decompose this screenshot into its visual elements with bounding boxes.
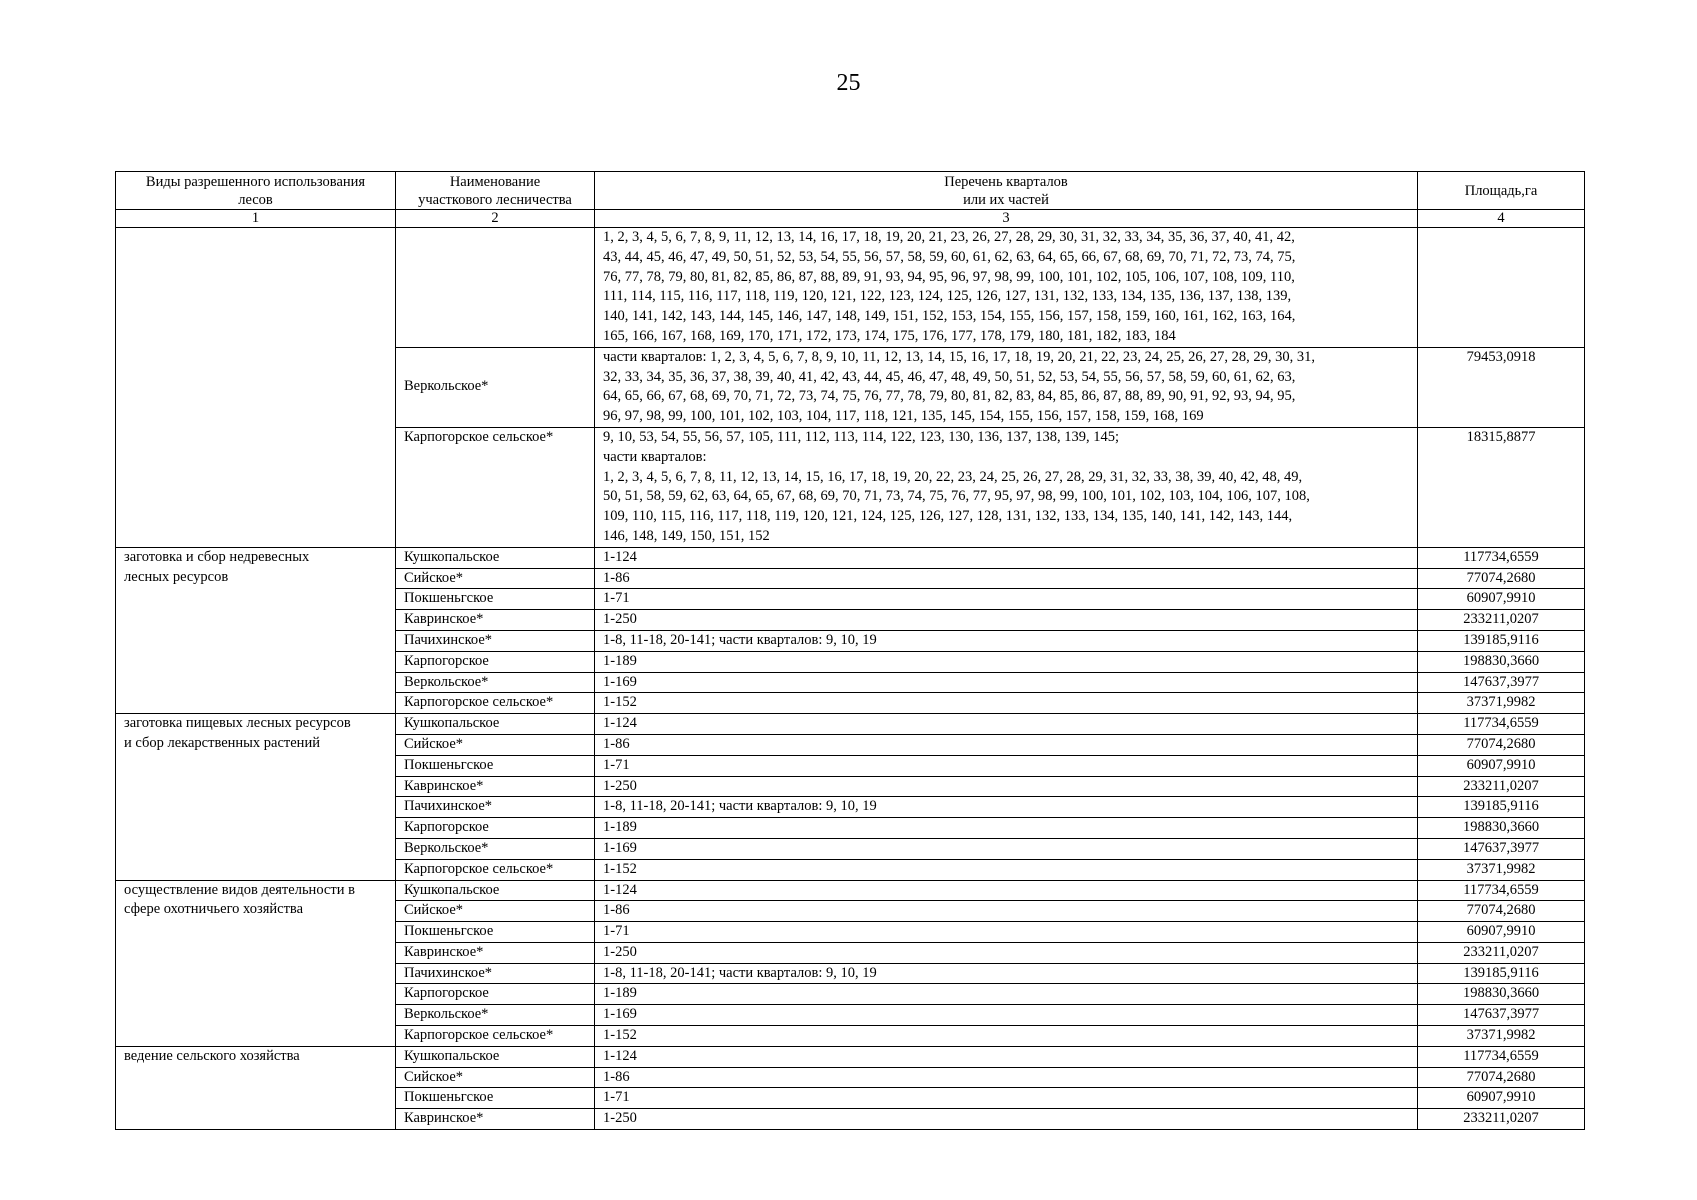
quarters-line: 165, 166, 167, 168, 169, 170, 171, 172, 173, 174, 175, 176, 177, 178, 179, 180, 181, 182, 183, 184 <box>603 327 1176 344</box>
area-cell: 117734,6559 <box>1418 714 1585 735</box>
forestry-name-cell: Кушкопальское <box>396 547 595 568</box>
quarters-line: 146, 148, 149, 150, 151, 152 <box>603 527 770 544</box>
forestry-name-cell: Кавринское* <box>396 1109 595 1130</box>
quarters-cell: 1-124 <box>595 714 1418 735</box>
use-type-cell <box>116 1046 396 1129</box>
area-cell: 233211,0207 <box>1418 942 1585 963</box>
quarters-cell: 1-86 <box>595 1067 1418 1088</box>
column-number: 3 <box>595 210 1418 228</box>
area-cell: 60907,9910 <box>1418 755 1585 776</box>
column-number: 2 <box>396 210 595 228</box>
forestry-name-cell <box>396 228 595 348</box>
area-cell: 117734,6559 <box>1418 880 1585 901</box>
area-cell: 233211,0207 <box>1418 610 1585 631</box>
quarters-cell: 1-250 <box>595 776 1418 797</box>
forestry-name-cell: Веркольское* <box>396 672 595 693</box>
quarters-line: 43, 44, 45, 46, 47, 49, 50, 51, 52, 53, 54, 55, 56, 57, 58, 59, 60, 61, 62, 63, 64, 65, 66, 67, 68, 69, 70, 71, 72, 73, 74, 75, <box>603 248 1296 265</box>
quarters-line: 1, 2, 3, 4, 5, 6, 7, 8, 11, 12, 13, 14, 15, 16, 17, 18, 19, 20, 22, 23, 24, 25, 26, 27, 28, 29, 31, 32, 33, 38, 39, 40, 42, 48, 49, <box>603 468 1303 485</box>
use-type-line: осуществление видов деятельности в <box>124 881 355 898</box>
area-cell: 198830,3660 <box>1418 984 1585 1005</box>
column-number-row <box>116 210 1585 228</box>
header-area <box>1418 172 1585 210</box>
use-type-line: заготовка пищевых лесных ресурсов <box>124 715 351 732</box>
quarters-line: 64, 65, 66, 67, 68, 69, 70, 71, 72, 73, 74, 75, 76, 77, 78, 79, 80, 81, 82, 83, 84, 85, 86, 87, 88, 89, 90, 91, 92, 93, 94, 95, <box>603 388 1296 405</box>
quarters-cell: 1-250 <box>595 942 1418 963</box>
forestry-name-cell: Покшеньгское <box>396 1088 595 1109</box>
forestry-name-cell: Сийское* <box>396 734 595 755</box>
quarters-line: части кварталов: 1, 2, 3, 4, 5, 6, 7, 8, 9, 10, 11, 12, 13, 14, 15, 16, 17, 18, 19, 20, 21, 22, 23, 24, 25, 26, 27, 28, 29, 30, 31, <box>603 348 1315 365</box>
forestry-name-cell: Кавринское* <box>396 776 595 797</box>
forestry-name-cell: Веркольское* <box>396 1005 595 1026</box>
area-cell: 37371,9982 <box>1418 693 1585 714</box>
quarters-cell: 1-250 <box>595 1109 1418 1130</box>
forestry-name-cell: Кавринское* <box>396 942 595 963</box>
quarters-line: части кварталов: <box>603 448 707 465</box>
forestry-name-cell: Веркольское* <box>396 838 595 859</box>
use-type-cell <box>116 714 396 880</box>
use-type-line: и сбор лекарственных растений <box>124 734 320 751</box>
use-type-line: заготовка и сбор недревесных <box>124 548 310 565</box>
use-type-line: ведение сельского хозяйства <box>124 1047 300 1064</box>
table-row-continuation <box>116 228 1585 348</box>
forestry-name-cell: Карпогорское сельское* <box>396 693 595 714</box>
area-cell <box>1418 228 1585 348</box>
quarters-cell: 1-189 <box>595 651 1418 672</box>
quarters-cell: 1-86 <box>595 568 1418 589</box>
quarters-cell <box>595 427 1418 547</box>
header-line: участкового лесничества <box>418 191 572 208</box>
area-cell: 198830,3660 <box>1418 651 1585 672</box>
quarters-cell: 1-169 <box>595 672 1418 693</box>
header-line: лесов <box>238 191 273 208</box>
forestry-name-cell: Карпогорское сельское* <box>396 859 595 880</box>
quarters-line: 111, 114, 115, 116, 117, 118, 119, 120, 121, 122, 123, 124, 125, 126, 127, 131, 132, 133, 134, 135, 136, 137, 138, 139, <box>603 288 1292 305</box>
area-cell: 117734,6559 <box>1418 547 1585 568</box>
area-cell: 117734,6559 <box>1418 1046 1585 1067</box>
area-cell: 77074,2680 <box>1418 1067 1585 1088</box>
quarters-cell: 1-86 <box>595 901 1418 922</box>
quarters-cell: 1-250 <box>595 610 1418 631</box>
quarters-cell: 1-169 <box>595 1005 1418 1026</box>
area-cell: 18315,8877 <box>1418 427 1585 547</box>
forestry-name-cell: Веркольское* <box>396 347 595 427</box>
quarters-line: 96, 97, 98, 99, 100, 101, 102, 103, 104, 117, 118, 121, 135, 145, 154, 155, 156, 157, 158, 159, 168, 169 <box>603 408 1204 425</box>
forestry-name-cell: Покшеньгское <box>396 922 595 943</box>
area-cell: 37371,9982 <box>1418 1026 1585 1047</box>
area-cell: 147637,3977 <box>1418 838 1585 859</box>
area-cell: 233211,0207 <box>1418 1109 1585 1130</box>
area-cell: 233211,0207 <box>1418 776 1585 797</box>
forestry-name-cell: Кушкопальское <box>396 1046 595 1067</box>
forest-use-table <box>115 171 1585 1130</box>
area-cell: 79453,0918 <box>1418 347 1585 427</box>
area-cell: 77074,2680 <box>1418 568 1585 589</box>
area-cell: 147637,3977 <box>1418 1005 1585 1026</box>
forestry-name-cell: Кушкопальское <box>396 714 595 735</box>
forestry-name-cell: Кушкопальское <box>396 880 595 901</box>
column-number: 1 <box>116 210 396 228</box>
area-cell: 147637,3977 <box>1418 672 1585 693</box>
quarters-cell: 1-8, 11-18, 20-141; части кварталов: 9, 10, 19 <box>595 630 1418 651</box>
quarters-cell: 1-124 <box>595 880 1418 901</box>
quarters-cell: 1-169 <box>595 838 1418 859</box>
quarters-cell: 1-189 <box>595 818 1418 839</box>
use-type-line: сфере охотничьего хозяйства <box>124 901 304 918</box>
quarters-cell: 1-8, 11-18, 20-141; части кварталов: 9, 10, 19 <box>595 797 1418 818</box>
header-line: Виды разрешенного использования <box>145 173 366 190</box>
quarters-line: 76, 77, 78, 79, 80, 81, 82, 85, 86, 87, 88, 89, 91, 93, 94, 95, 96, 97, 98, 99, 100, 101, 102, 105, 106, 107, 108, 109, 110, <box>603 268 1295 285</box>
quarters-line: 1, 2, 3, 4, 5, 6, 7, 8, 9, 11, 12, 13, 14, 16, 17, 18, 19, 20, 21, 23, 26, 27, 28, 29, 30, 31, 32, 33, 34, 35, 36, 37, 40, 41, 42, <box>603 229 1295 245</box>
forestry-name-cell: Покшеньгское <box>396 589 595 610</box>
table-row <box>116 880 1585 901</box>
header-row <box>116 172 1585 210</box>
area-cell: 139185,9116 <box>1418 630 1585 651</box>
forestry-name-cell: Карпогорское <box>396 818 595 839</box>
forestry-name-cell: Покшеньгское <box>396 755 595 776</box>
quarters-cell: 1-189 <box>595 984 1418 1005</box>
forestry-name-cell: Карпогорское <box>396 984 595 1005</box>
area-cell: 77074,2680 <box>1418 901 1585 922</box>
area-cell: 60907,9910 <box>1418 589 1585 610</box>
quarters-cell: 1-8, 11-18, 20-141; части кварталов: 9, 10, 19 <box>595 963 1418 984</box>
quarters-cell: 1-86 <box>595 734 1418 755</box>
forestry-name-cell: Пачихинское* <box>396 963 595 984</box>
quarters-cell: 1-71 <box>595 755 1418 776</box>
page-number: 25 <box>836 70 861 96</box>
forestry-name-cell: Карпогорское сельское* <box>396 427 595 547</box>
use-type-cell <box>116 547 396 713</box>
quarters-cell: 1-71 <box>595 1088 1418 1109</box>
area-cell: 139185,9116 <box>1418 963 1585 984</box>
header-line: Наименование <box>449 173 541 190</box>
quarters-line: 109, 110, 115, 116, 117, 118, 119, 120, 121, 124, 125, 126, 127, 128, 131, 132, 133, 134, 135, 140, 141, 142, 143, 144, <box>603 508 1293 525</box>
table-row <box>116 547 1585 568</box>
quarters-cell: 1-71 <box>595 922 1418 943</box>
header-quarters-list <box>595 172 1418 210</box>
forestry-name-cell: Карпогорское <box>396 651 595 672</box>
quarters-cell: 1-71 <box>595 589 1418 610</box>
forestry-name-cell: Пачихинское* <box>396 630 595 651</box>
forestry-name-cell: Сийское* <box>396 568 595 589</box>
forestry-name-cell: Пачихинское* <box>396 797 595 818</box>
quarters-cell: 1-124 <box>595 547 1418 568</box>
forestry-name-cell: Сийское* <box>396 1067 595 1088</box>
quarters-line: 140, 141, 142, 143, 144, 145, 146, 147, 148, 149, 151, 152, 153, 154, 155, 156, 157, 158, 159, 160, 161, 162, 163, 164, <box>603 308 1296 325</box>
table-row <box>116 1046 1585 1067</box>
header-line: Площадь,га <box>1464 182 1538 199</box>
use-type-cell <box>116 880 396 1046</box>
area-cell: 37371,9982 <box>1418 859 1585 880</box>
use-type-line: лесных ресурсов <box>124 568 229 585</box>
quarters-line: 9, 10, 53, 54, 55, 56, 57, 105, 111, 112, 113, 114, 122, 123, 130, 136, 137, 138, 139, 145; <box>603 428 1120 445</box>
quarters-cell: 1-152 <box>595 693 1418 714</box>
quarters-cell: 1-124 <box>595 1046 1418 1067</box>
table-row <box>116 714 1585 735</box>
header-line: Перечень кварталов <box>944 173 1068 190</box>
quarters-cell: 1-152 <box>595 1026 1418 1047</box>
quarters-cell <box>595 347 1418 427</box>
area-cell: 139185,9116 <box>1418 797 1585 818</box>
use-type-cell-continued <box>116 228 396 548</box>
quarters-line: 32, 33, 34, 35, 36, 37, 38, 39, 40, 41, 42, 43, 44, 45, 46, 47, 48, 49, 50, 51, 52, 53, 54, 55, 56, 57, 58, 59, 60, 61, 62, 63, <box>603 368 1296 385</box>
quarters-cell <box>595 228 1418 348</box>
header-forestry-name <box>396 172 595 210</box>
quarters-line: 50, 51, 58, 59, 62, 63, 64, 65, 67, 68, 69, 70, 71, 73, 74, 75, 76, 77, 95, 97, 98, 99, 100, 101, 102, 103, 104, 106, 107, 108, <box>603 488 1310 505</box>
area-cell: 60907,9910 <box>1418 922 1585 943</box>
quarters-cell: 1-152 <box>595 859 1418 880</box>
area-cell: 60907,9910 <box>1418 1088 1585 1109</box>
forestry-name-cell: Сийское* <box>396 901 595 922</box>
column-number: 4 <box>1418 210 1585 228</box>
area-cell: 77074,2680 <box>1418 734 1585 755</box>
forestry-name-cell: Кавринское* <box>396 610 595 631</box>
header-line: или их частей <box>963 191 1049 208</box>
forestry-name-cell: Карпогорское сельское* <box>396 1026 595 1047</box>
area-cell: 198830,3660 <box>1418 818 1585 839</box>
header-use-type <box>116 172 396 210</box>
